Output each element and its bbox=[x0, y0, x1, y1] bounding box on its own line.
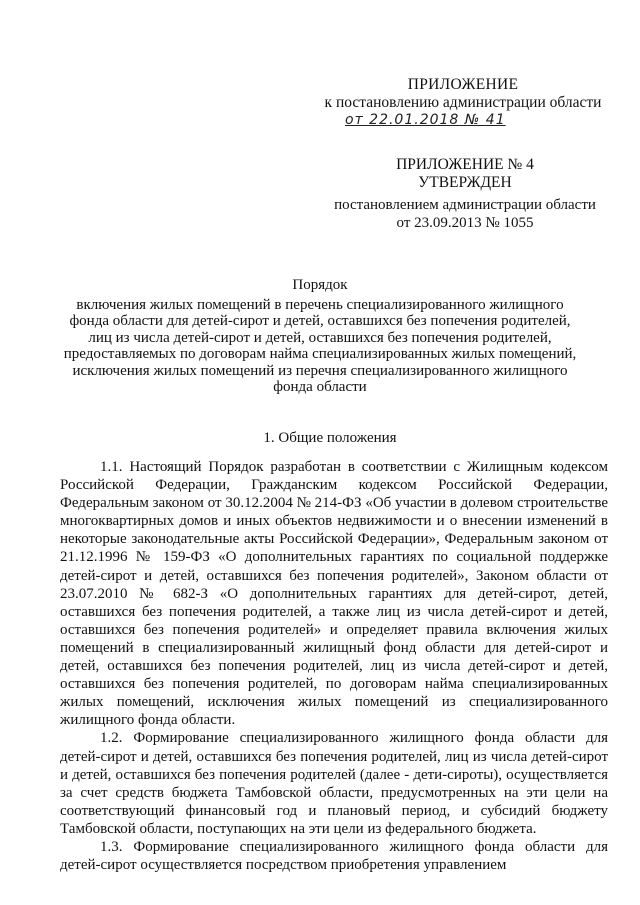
approved-date-line: от 23.09.2013 № 1055 bbox=[396, 215, 534, 231]
title-text: включения жилых помещений в перечень специализированного жилищного фонда области для детей-сирот и детей, оставшихся без попечения родителей, лиц из числа детей-сирот и детей, оставшихся без попечения родителей, предоставляемых по договорам найма специализированных жилых помещений, исключения жилых помещений из перечня специализированного жилищного фонда области bbox=[63, 296, 577, 395]
approved-by-line: постановлением администрации области bbox=[334, 197, 596, 213]
appendix4-title: ПРИЛОЖЕНИЕ № 4 bbox=[396, 156, 534, 173]
appendix-title: ПРИЛОЖЕНИЕ bbox=[407, 76, 519, 93]
appendix-resolution-line: к постановлению администрации области bbox=[324, 94, 602, 111]
title-word: Порядок bbox=[292, 277, 348, 293]
approved-label: УТВЕРЖДЕН bbox=[418, 174, 512, 191]
appendix-header bbox=[318, 76, 608, 112]
paragraph-1-1: 1.1. Настоящий Порядок разработан в соответствии с Жилищным кодексом Российской Федерации, Гражданским кодексом Российской Федерации, Федеральным законом от 30.12.2004 № 214-ФЗ «Об участии в долевом строительстве многоквартирных домов и иных объектов недвижимости и о внесении изменений в некоторые законодательные акты Российской Федерации», Федеральным законом от 21.12.1996 № 159-ФЗ «О дополнительных гарантиях по социальной поддержке детей-сирот и детей, оставшихся без попечения родителей», Законом области от 23.07.2010 № 682-З «О дополнительных гарантиях для детей-сирот, детей, оставшихся без попечения родителей, а также лиц из числа детей-сирот и детей, оставшихся без попечения родителей» и определяет правила включения жилых помещений в специализированный жилищный фонд области для детей-сирот и детей, оставшихся без попечения родителей, лиц из числа детей-сирот и детей, оставшихся без попечения родителей, по договорам найма специализированных жилых помещений, исключения жилых помещений из специализированного жилищного фонда области. bbox=[60, 459, 608, 729]
paragraph-1-3: 1.3. Формирование специализированного жилищного фонда области для детей-сирот осуществляется посредством приобретения управлением bbox=[60, 838, 608, 874]
document-title bbox=[60, 277, 580, 396]
paragraph-1-2: 1.2. Формирование специализированного жилищного фонда области для детей-сирот и детей, оставшихся без попечения родителей, лиц из числа детей-сирот и детей, оставшихся без попечения родителей (далее - дети-сироты), осуществляется за счет средств бюджета Тамбовской области, предусмотренных на эти цели на соответствующий финансовый год и плановый период, и субсидий бюджету Тамбовской области, поступающих на эти цели из федерального бюджета. bbox=[60, 730, 608, 837]
section-body bbox=[60, 458, 608, 874]
appendix4-header bbox=[330, 156, 600, 232]
handwritten-reference: от 22.01.2018 № 41 bbox=[345, 112, 506, 128]
section-heading: 1. Общие положения bbox=[263, 430, 397, 446]
